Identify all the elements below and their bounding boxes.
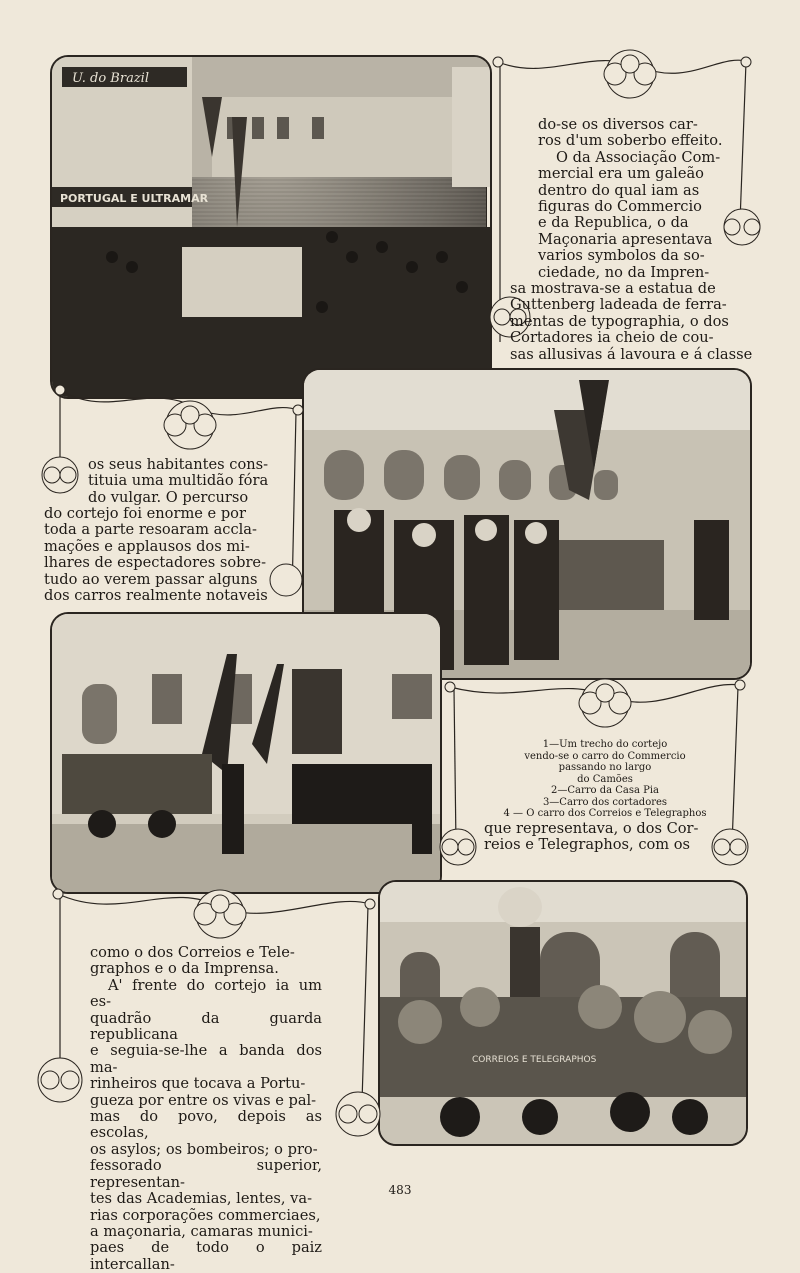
caption-line: do Camões [577,773,633,785]
text-block-top-right-last [510,347,762,363]
text-line: ros d'um soberbo effeito. [538,132,723,150]
text-line: toda a parte resoaram accla- [44,521,257,539]
text-line: O da Associação Com- [556,148,721,166]
text-line: do cortejo foi enorme e por [44,505,246,522]
text-line: A' frente do cortejo ia um es- [90,976,322,1011]
text-line: paes de todo o paiz intercallan- [90,1239,322,1273]
text-line: ciedade, no da Impren- [538,263,710,281]
text-line: os asylos; os bombeiros; o pro- [90,1140,318,1158]
text-line: a maçonaria, camaras munici- [90,1222,313,1240]
text-line: tudo ao verem passar alguns [44,570,258,588]
text-line: varios symbolos da so- [538,247,705,265]
text-line: reios e Telegraphos, com os [484,836,691,854]
text-line: quadrão da guarda republicana [90,1009,322,1044]
text-line: tes das Academias, lentes, va- [90,1190,313,1208]
text-line: que representava, o dos Cor- [484,820,699,837]
photo-procession-largo-camoes [50,55,492,399]
text-line: como o dos Correios e Tele- [90,944,295,961]
text-line: do vulgar. O percurso [88,488,249,506]
text-block-middle-left [88,457,290,506]
float-sign: CORREIOS E TELEGRAPHOS [472,1055,597,1065]
text-line: lhares de espectadores sobre- [44,554,266,572]
caption-line: 3—Carro dos cortadores [542,796,668,808]
caption-line: 2—Carro da Casa Pia [550,785,660,796]
shop-sign-bottom: PORTUGAL E ULTRAMAR [60,192,209,205]
text-line: Guttenberg ladeada de ferra- [510,296,727,314]
text-block-top-right-wide [510,281,762,347]
text-line: sa mostrava-se a estatua de [510,280,716,297]
text-line: fessorado superior, representan- [90,1157,322,1191]
text-line: Cortadores ia cheio de cou- [510,329,714,347]
text-line: e seguia-se-lhe a banda dos ma- [90,1042,322,1076]
photo-cortadores-float [50,612,442,894]
caption-line: 1—Um trecho do cortejo [542,739,668,750]
caption-line: passando no largo [558,762,652,773]
shop-sign-top: U. do Brazil [72,71,149,86]
text-line: sas allusivas á lavoura e á classe [510,346,753,363]
text-line: rias corporações commerciaes, [90,1206,321,1224]
text-line: tituia uma multidão fóra [88,472,269,490]
text-line: mações e applausos dos mi- [44,537,250,555]
text-line: dentro do qual iam as [538,181,700,199]
text-line: do-se os diversos car- [538,116,698,133]
text-block-bottom-left [90,945,322,1273]
photo-correios-telegraphos-float [378,880,748,1146]
text-line: rinheiros que tocava a Portu- [90,1075,306,1093]
caption-line: 4 — O carro dos Correios e Telegraphos [503,808,707,819]
photo-caption [470,739,740,820]
text-line: os seus habitantes cons- [88,456,269,473]
text-line: mas do povo, depois as escolas, [90,1108,322,1142]
text-line: figuras do Commercio [538,198,702,216]
page-number: 483 [388,1183,412,1197]
text-block-middle-left-wide [44,506,290,604]
text-block-right-continuation [484,821,706,854]
text-line: gueza por entre os vivas e pal- [90,1091,317,1109]
text-line: mercial era um galeão [538,165,704,183]
text-block-top-right [538,117,760,281]
text-line: mentas de typographia, o dos [510,312,729,330]
text-line: Maçonaria apresentava [538,230,713,248]
caption-line: vendo-se o carro do Commercio [524,750,686,762]
text-line: graphos e o da Imprensa. [90,960,279,978]
text-line: dos carros realmente notaveis [44,587,268,605]
text-line: e da Republica, o da [538,214,689,232]
